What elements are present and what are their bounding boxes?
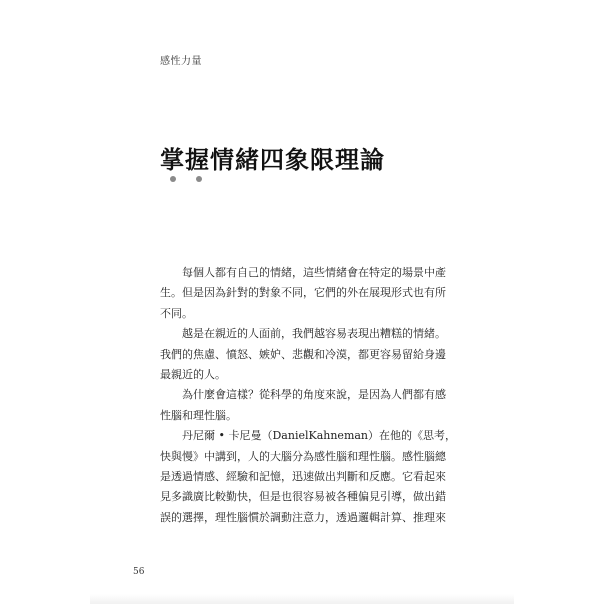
- text-line: 誤的選擇，理性腦慣於調動注意力，透過邏輯計算、推理來: [160, 510, 446, 524]
- body-text: [160, 263, 457, 528]
- text-line: 越是在親近的人面前，我們越容易表現出糟糕的情緒。: [182, 327, 446, 341]
- text-line: 丹尼爾 • 卡尼曼（DanielKahneman）在他的《思考，: [182, 429, 457, 443]
- text-line: 是透過情感、經驗和記憶，迅速做出判斷和反應。它看起來: [160, 470, 446, 484]
- text-line: 最親近的人。: [160, 368, 226, 382]
- ornament-dot: [196, 176, 202, 182]
- paragraph: [160, 385, 445, 426]
- text-line: 不同。: [160, 306, 193, 320]
- text-line: 見多識廣比較勤快，但是也很容易被各種偏見引導，做出錯: [160, 490, 446, 504]
- text-line: 為什麼會這樣？從科學的角度來說，是因為人們都有感: [182, 388, 446, 402]
- page-bottom-shade: [90, 594, 514, 604]
- text-line: 我們的焦慮、憤怒、嫉妒、悲觀和冷漠，都更容易留給身邊: [160, 347, 446, 361]
- paragraph: [160, 426, 457, 528]
- paragraph: [160, 324, 445, 385]
- page-number: 56: [133, 567, 145, 577]
- ornament-dot: [170, 176, 176, 182]
- title-ornament: [170, 176, 202, 182]
- paragraph: [160, 263, 445, 324]
- chapter-title: 掌握情緒四象限理論: [160, 145, 385, 174]
- running-head: 感性力量: [160, 56, 202, 67]
- text-line: 性腦和理性腦。: [160, 408, 237, 422]
- text-line: 快與慢》中講到，人的大腦分為感性腦和理性腦。感性腦總: [160, 449, 446, 463]
- text-line: 生。但是因為針對的對象不同，它們的外在展現形式也有所: [160, 286, 446, 300]
- text-line: 每個人都有自己的情緒，這些情緒會在特定的場景中產: [182, 266, 446, 279]
